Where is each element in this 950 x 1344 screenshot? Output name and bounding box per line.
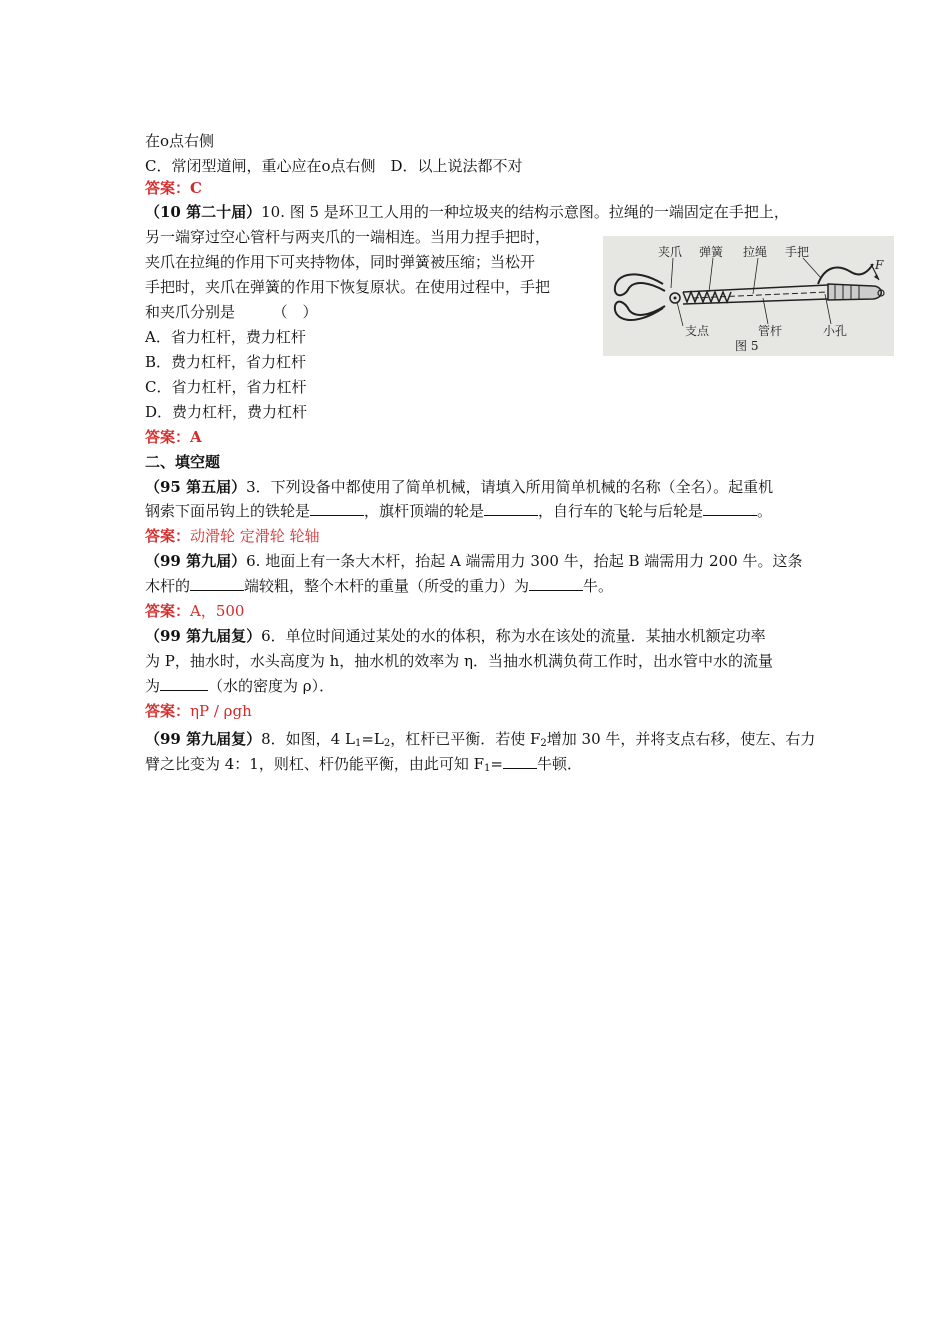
section-heading-fill-in: 二、填空题 <box>145 453 221 471</box>
blank <box>190 576 244 591</box>
question-3-line-2: 钢索下面吊钩上的铁轮是 ，旗杆顶端的轮是 ，自行车的飞轮与后轮是 。 <box>145 502 773 520</box>
question-6b-line-3: 为 （水的密度为 ρ）． <box>145 677 335 695</box>
question-6b-line-1: （99 第九届复）6．单位时间通过某处的水的体积，称为水在该处的流量．某抽水机额定功率 <box>145 627 766 645</box>
question-10-line-4: 手把时，夹爪在弹簧的作用下恢复原状。在使用过程中，手把 <box>145 278 551 296</box>
label-tanhuang: 弹簧 <box>699 245 724 259</box>
blank <box>529 576 583 591</box>
answer-5: 答案：ηP / ρgh <box>145 702 252 720</box>
blank <box>484 501 538 516</box>
figure-5-trash-grabber <box>603 236 894 356</box>
question-6-line-2: 木杆的 端较粗，整个木杆的重量（所受的重力）为 牛。 <box>145 577 614 595</box>
question-10-line-3: 夹爪在拉绳的作用下可夹持物体，同时弹簧被压缩；当松开 <box>145 253 536 271</box>
label-force: F <box>875 258 884 272</box>
label-jiazhua: 夹爪 <box>658 245 683 259</box>
question-10-option-d: D．费力杠杆，费力杠杆 <box>145 403 308 421</box>
blank <box>160 676 208 691</box>
question-10-line-5: 和夹爪分别是 （ ） <box>145 303 318 321</box>
figure-caption: 图 5 <box>735 339 759 353</box>
question-6-line-1: （99 第九届）6. 地面上有一条大木杆，抬起 A 端需用力 300 牛，抬起 B 端需用力 200 牛。这条 <box>145 552 803 570</box>
label-zhidian: 支点 <box>685 324 710 338</box>
question-10-option-c: C．省力杠杆，省力杠杆 <box>145 378 307 396</box>
question-10-line-2: 另一端穿过空心管杆与两夹爪的一端相连。当用力捏手把时， <box>145 228 551 246</box>
answer-3: 答案：动滑轮 定滑轮 轮轴 <box>145 527 320 545</box>
label-guangan: 管杆 <box>758 324 783 338</box>
question-8-line-1: （99 第九届复）8．如图，4 $L_1=L_2$，杠杆已平衡．若使 $F_2$增加 30 牛，并将支点右移，使左、右力 <box>145 730 816 749</box>
question-6b-line-2: 为 P，抽水时，水头高度为 h，抽水机的效率为 η．当抽水机满负荷工作时，出水管中水的流量 <box>145 652 774 670</box>
label-xiaokong: 小孔 <box>823 324 848 338</box>
blank <box>503 754 537 769</box>
blank <box>310 501 364 516</box>
label-shouba: 手把 <box>785 245 810 259</box>
question-8-line-2: 臂之比变为 4：1，则杠、杆仍能平衡，由此可知 $F_1=$ 牛顿． <box>145 755 583 774</box>
question-3-line-1: （95 第五届）3．下列设备中都使用了简单机械，请填入所用简单机械的名称（全名）。起重机 <box>145 478 774 496</box>
answer-1: 答案：C <box>145 179 202 197</box>
options-c-d: C．常闭型道闸，重心应在o点右侧 D．以上说法都不对 <box>145 157 523 175</box>
option-b-continuation: 在o点右侧 <box>145 132 215 150</box>
label-lasheng: 拉绳 <box>743 245 768 259</box>
answer-2: 答案：A <box>145 428 202 446</box>
blank <box>703 501 757 516</box>
question-10-line-1: （10 第二十届）10. 图 5 是环卫工人用的一种垃圾夹的结构示意图。拉绳的一端固定在手把上， <box>145 203 789 221</box>
question-10-option-a: A．省力杠杆，费力杠杆 <box>145 328 306 346</box>
question-10-option-b: B．费力杠杆，省力杠杆 <box>145 353 307 371</box>
answer-4: 答案：A，500 <box>145 602 245 620</box>
